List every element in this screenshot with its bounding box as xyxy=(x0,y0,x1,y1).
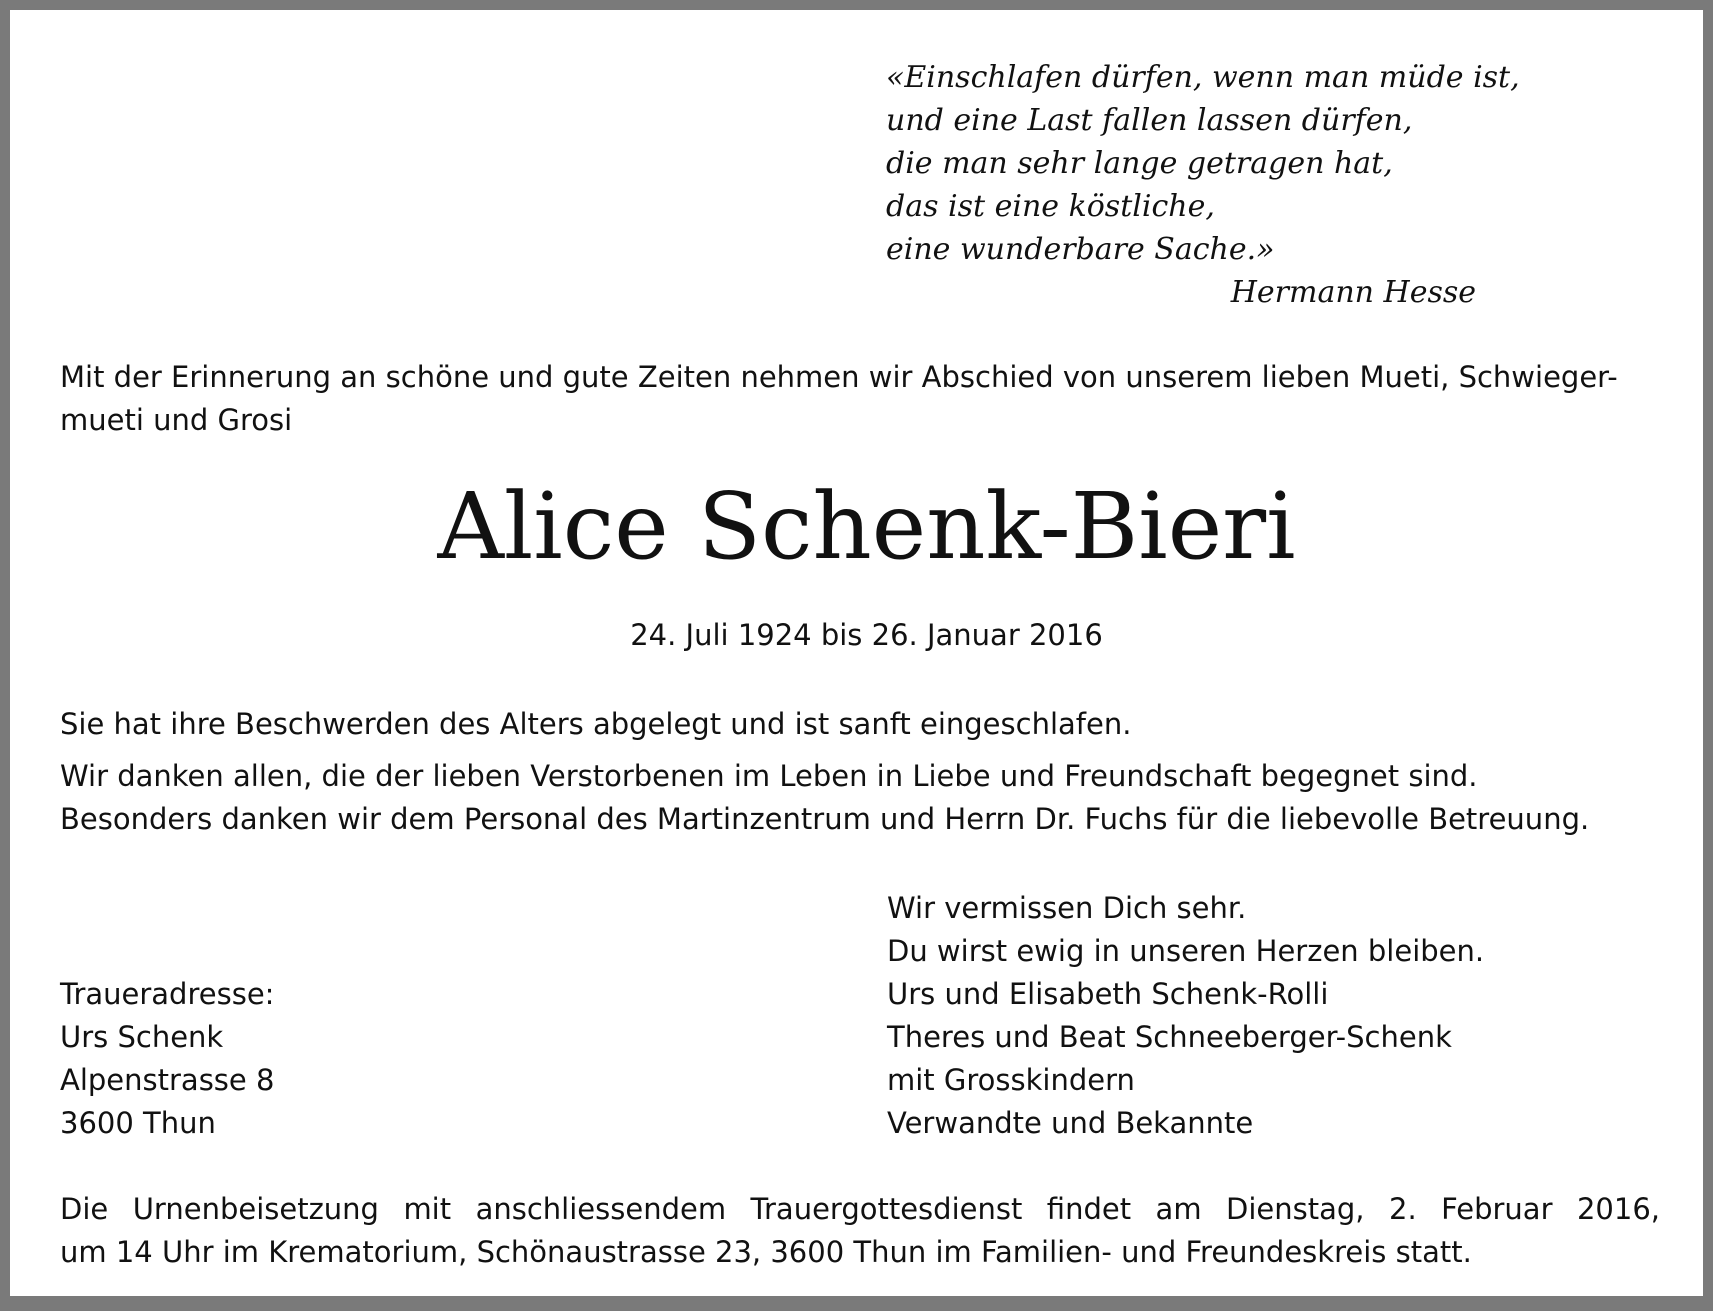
intro-line: Mit der Erinnerung an schöne und gute Zeiten nehmen wir Abschied von unserem lieben Mueti, Schwieger- xyxy=(60,360,1618,394)
intro-line: mueti und Grosi xyxy=(60,403,293,437)
address-name: Urs Schenk xyxy=(60,1020,224,1054)
quote-author: Hermann Hesse xyxy=(1230,275,1476,310)
family-signatures xyxy=(887,887,1484,1145)
quote-line: eine wunderbare Sache.» xyxy=(886,232,1275,267)
family-line: Du wirst ewig in unseren Herzen bleiben. xyxy=(887,934,1485,968)
message-line: Besonders danken wir dem Personal des Martinzentrum und Herrn Dr. Fuchs für die liebevolle Betreuung. xyxy=(60,802,1590,836)
mourning-address xyxy=(60,973,274,1145)
ceremony-info xyxy=(60,1188,1660,1274)
quote-line: die man sehr lange getragen hat, xyxy=(886,146,1393,181)
family-line: Wir vermissen Dich sehr. xyxy=(887,891,1247,925)
family-line: Verwandte und Bekannte xyxy=(887,1106,1254,1140)
ceremony-line: um 14 Uhr im Krematorium, Schönaustrasse 23, 3600 Thun im Familien- und Freundeskreis statt. xyxy=(60,1235,1472,1269)
quote-line: das ist eine köstliche, xyxy=(886,189,1215,224)
ceremony-line: Die Urnenbeisetzung mit anschliessendem Trauergottesdienst findet am Dienstag, 2. Februar 2016, xyxy=(60,1192,1660,1226)
address-label: Traueradresse: xyxy=(60,977,275,1011)
address-city: 3600 Thun xyxy=(60,1106,216,1140)
message-line: Sie hat ihre Beschwerden des Alters abgelegt und ist sanft eingeschlafen. xyxy=(60,707,1132,741)
quote-line: «Einschlafen dürfen, wenn man müde ist, xyxy=(886,60,1520,95)
family-line: mit Grosskindern xyxy=(887,1063,1135,1097)
life-dates: 24. Juli 1924 bis 26. Januar 2016 xyxy=(630,618,1103,652)
address-street: Alpenstrasse 8 xyxy=(60,1063,275,1097)
poem-quote xyxy=(886,56,1520,314)
quote-line: und eine Last fallen lassen dürfen, xyxy=(886,103,1413,138)
family-line: Theres und Beat Schneeberger-Schenk xyxy=(887,1020,1452,1054)
message-paragraph-1 xyxy=(60,703,1680,746)
family-line: Urs und Elisabeth Schenk-Rolli xyxy=(887,977,1329,1011)
intro-paragraph xyxy=(60,356,1660,442)
deceased-name: Alice Schenk-Bieri xyxy=(437,473,1296,580)
message-paragraph-2 xyxy=(60,755,1680,841)
obituary-notice xyxy=(10,10,1703,1296)
message-line: Wir danken allen, die der lieben Verstorbenen im Leben in Liebe und Freundschaft begegnet sind. xyxy=(60,759,1478,793)
